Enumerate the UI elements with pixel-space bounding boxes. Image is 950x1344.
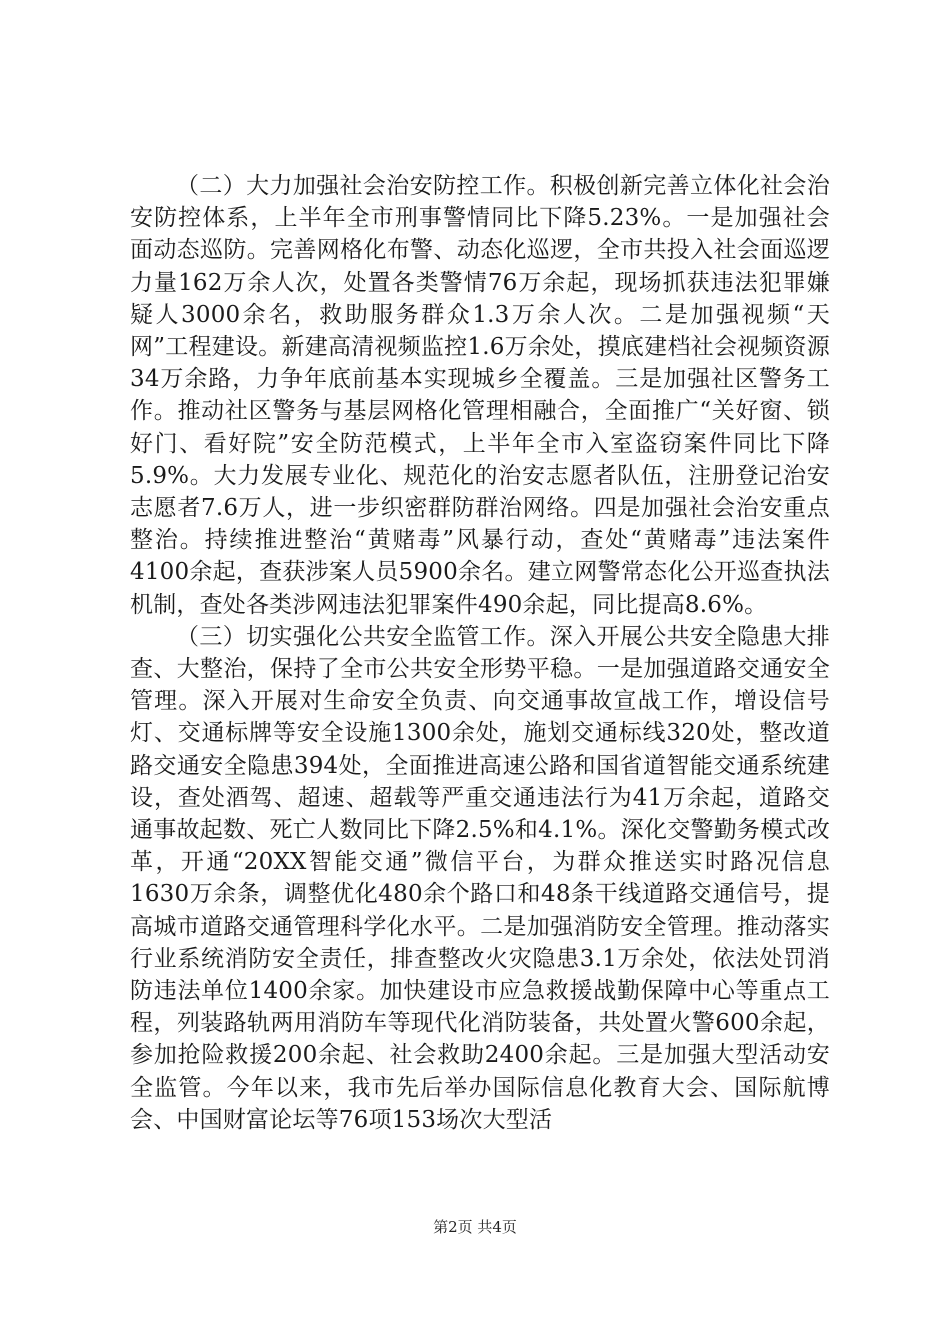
paragraph-public-security-control: （二）大力加强社会治安防控工作。积极创新完善立体化社会治安防控体系，上半年全市刑事警情同比下降5.23%。一是加强社会面动态巡防。完善网格化布警、动态化巡逻，全市共投入社会面巡逻力量162万余人次，处置各类警情76万余起，现场抓获违法犯罪嫌疑人3000余名，救助服务群众1.3万余人次。二是加强视频“天网”工程建设。新建高清视频监控1.6万余处，摸底建档社会视频资源34万余路，力争年底前基本实现城乡全覆盖。三是加强社区警务工作。推动社区警务与基层网格化管理相融合，全面推广“关好窗、锁好门、看好院”安全防范模式，上半年全市入室盗窃案件同比下降5.9%。大力发展专业化、规范化的治安志愿者队伍，注册登记治安志愿者7.6万人，进一步织密群防群治网络。四是加强社会治安重点整治。持续推进整治“黄赌毒”风暴行动，查处“黄赌毒”违法案件4100余起，查获涉案人员5900余名。建立网警常态化公开巡查执法机制，查处各类涉网违法犯罪案件490余起，同比提高8.6%。 [130,173,830,618]
document-body [130,170,830,1136]
page-number: 第2页 共4页 [433,1218,517,1236]
paragraph-public-safety-supervision: （三）切实强化公共安全监管工作。深入开展公共安全隐患大排查、大整治，保持了全市公共安全形势平稳。一是加强道路交通安全管理。深入开展对生命安全负责、向交通事故宣战工作，增设信号灯、交通标牌等安全设施1300余处，施划交通标线320处，整改道路交通安全隐患394处，全面推进高速公路和国省道智能交通系统建设，查处酒驾、超速、超载等严重交通违法行为41万余起，道路交通事故起数、死亡人数同比下降2.5%和4.1%。深化交警勤务模式改革，开通“20XX智能交通”微信平台，为群众推送实时路况信息1630万余条，调整优化480余个路口和48条干线道路交通信号，提高城市道路交通管理科学化水平。二是加强消防安全管理。推动落实行业系统消防安全责任，排查整改火灾隐患3.1万余处，依法处罚消防违法单位1400余家。加快建设市应急救援战勤保障中心等重点工程，列装路轨两用消防车等现代化消防装备，共处置火警600余起，参加抢险救援200余起、社会救助2400余起。三是加强大型活动安全监管。今年以来，我市先后举办国际信息化教育大会、国际航博会、中国财富论坛等76项153场次大型活 [130,623,830,1133]
